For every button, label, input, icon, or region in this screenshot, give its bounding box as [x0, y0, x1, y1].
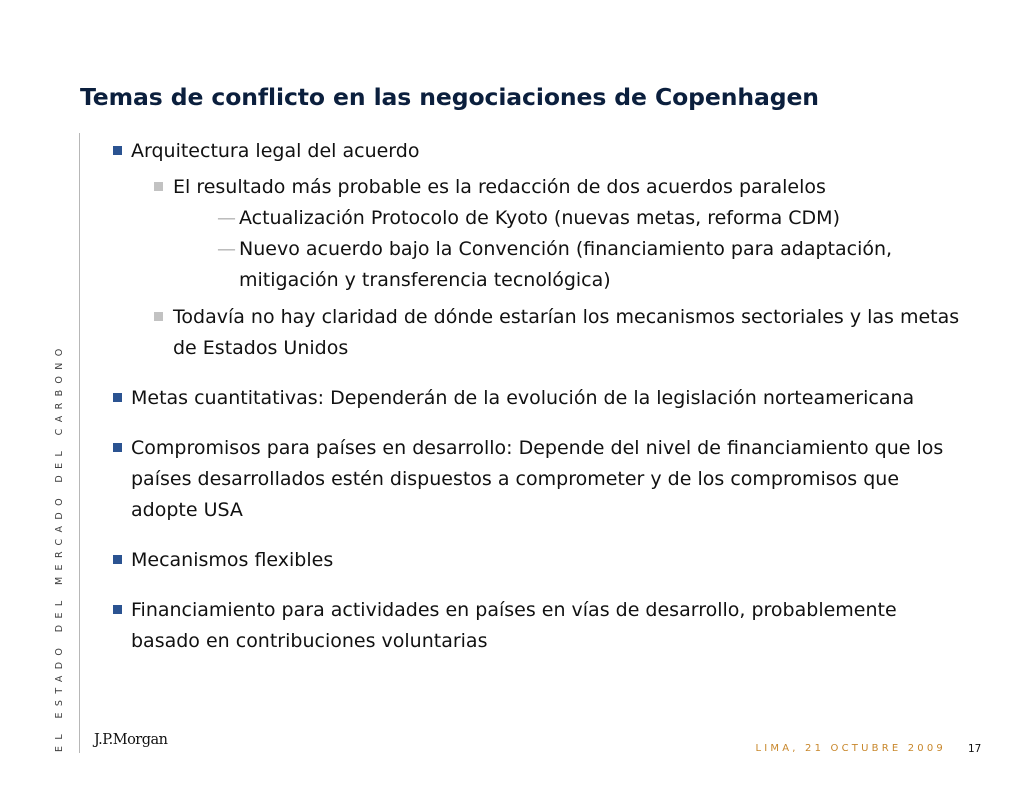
left-divider — [79, 133, 80, 753]
bullet-arquitectura-legal — [111, 136, 961, 364]
slide-title: Temas de conflicto en las negociaciones de Copenhagen — [80, 83, 819, 111]
side-label: EL ESTADO DEL MERCADO DEL CARBONO — [54, 342, 65, 752]
square-bullet-icon — [113, 146, 122, 155]
square-bullet-icon — [154, 182, 163, 191]
bullet-text: Compromisos para países en desarrollo: Depende del nivel de financiamiento que los países desarrollados estén dispuestos a comprometer y de los compromisos que adopte USA — [131, 437, 944, 521]
footer-date: LIMA, 21 OCTUBRE 2009 — [755, 743, 946, 754]
square-bullet-icon — [113, 443, 122, 452]
sub-bullet-text: El resultado más probable es la redacción de dos acuerdos paralelos — [173, 176, 826, 198]
bullet-compromisos — [111, 433, 961, 526]
dash-item-text: Nuevo acuerdo bajo la Convención (financiamiento para adaptación, mitigación y transferencia tecnológica) — [239, 238, 893, 291]
square-bullet-icon — [113, 393, 122, 402]
bullet-mecanismos-flexibles — [111, 545, 961, 576]
bullet-metas-cuantitativas — [111, 383, 961, 414]
square-bullet-icon — [113, 605, 122, 614]
sub-bullet-text: Todavía no hay claridad de dónde estarían los mecanismos sectoriales y las metas de Estados Unidos — [173, 306, 960, 359]
square-bullet-icon — [113, 555, 122, 564]
bullet-text: Metas cuantitativas: Dependerán de la evolución de la legislación norteamericana — [131, 387, 915, 409]
slide-content — [111, 136, 961, 657]
bullet-text: Financiamiento para actividades en países en vías de desarrollo, probablemente basado en contribuciones voluntarias — [131, 599, 897, 652]
bullet-text: Arquitectura legal del acuerdo — [131, 140, 420, 162]
bullet-financiamiento — [111, 595, 961, 657]
dash-item-text: Actualización Protocolo de Kyoto (nuevas metas, reforma CDM) — [239, 207, 840, 229]
jpmorgan-logo: J.P.Morgan — [94, 732, 168, 748]
dash-item-kyoto — [173, 203, 961, 234]
dash-icon: — — [217, 238, 236, 260]
bullet-text: Mecanismos flexibles — [131, 549, 334, 571]
square-bullet-icon — [154, 312, 163, 321]
page-number: 17 — [968, 743, 982, 755]
dash-icon: — — [217, 207, 236, 229]
dash-item-convencion — [173, 234, 961, 296]
sub-bullet-resultado — [131, 172, 961, 296]
sub-bullet-list — [131, 172, 961, 364]
sub-bullet-claridad — [131, 302, 961, 364]
